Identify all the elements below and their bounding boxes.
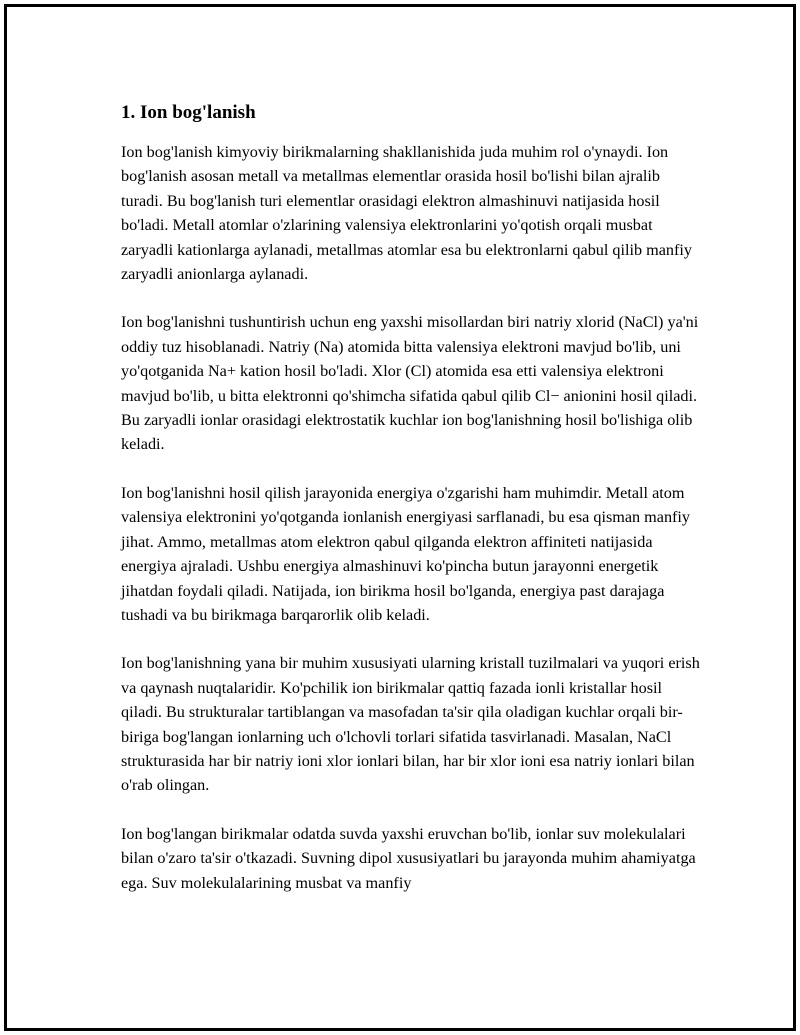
paragraph-3: Ion bog'lanishni hosil qilish jarayonida energiya o'zgarishi ham muhimdir. Metall atom valensiya elektronini yo'qotganda ionlanish energiyasi sarflanadi, bu esa qisman manfiy jihat. Ammo, metallmas atom elektron qabul qilganda elektron affiniteti natijasida energiya ajraladi. Ushbu energiya almashinuvi ko'pincha butun jarayonni energetik jihatdan foydali qiladi. Natijada, ion birikma hosil bo'lganda, energiya past darajaga tushadi va bu birikmaga barqarorlik olib keladi.: [121, 483, 691, 624]
section-heading: 1. Ion bog'lanish: [121, 102, 256, 123]
document-content: [121, 100, 701, 919]
paragraph-2: Ion bog'lanishni tushuntirish uchun eng yaxshi misollardan biri natriy xlorid (NaCl) ya'ni oddiy tuz hisoblanadi. Natriy (Na) atomida bitta valensiya elektroni mavjud bo'lib, uni yo'qotganida Na+ kation hosil bo'ladi. Xlor (Cl) atomida esa etti valensiya elektroni mavjud bo'lib, u bitta elektronni qo'shimcha sifatida qabul qilib Cl− anionini hosil qiladi. Bu zaryadli ionlar orasidagi elektrostatik kuchlar ion bog'lanishning hosil bo'lishiga olib keladi.: [121, 313, 699, 454]
page-frame: [4, 4, 796, 1031]
paragraph-1: Ion bog'lanish kimyoviy birikmalarning shakllanishida juda muhim rol o'ynaydi. Ion bog'lanish asosan metall va metallmas elementlar orasida hosil bo'lishi bilan ajralib turadi. Bu bog'lanish turi elementlar orasidagi elektron almashinuvi natijasida hosil bo'ladi. Metall atomlar o'zlarining valensiya elektronlarini yo'qotish orqali musbat zaryadli kationlarga aylanadi, metallmas atomlar esa bu elektronlarni qabul qilib manfiy zaryadli anionlarga aylanadi.: [121, 143, 693, 284]
paragraph-4: Ion bog'lanishning yana bir muhim xususiyati ularning kristall tuzilmalari va yuqori erish va qaynash nuqtalaridir. Ko'pchilik ion birikmalar qattiq fazada ionli kristallar hosil qiladi. Bu strukturalar tartiblangan va masofadan ta'sir qila oladigan kuchlar orqali bir-biriga bog'langan ionlarning uch o'lchovli torlari sifatida tasvirlanadi. Masalan, NaCl strukturasida har bir natriy ioni xlor ionlari bilan, har bir xlor ioni esa natriy ionlari bilan o'rab olingan.: [121, 654, 700, 795]
paragraph-5: Ion bog'langan birikmalar odatda suvda yaxshi eruvchan bo'lib, ionlar suv molekulalari bilan o'zaro ta'sir o'tkazadi. Suvning dipol xususiyatlari bu jarayonda muhim ahamiyatga ega. Suv molekulalarining musbat va manfiy: [121, 824, 696, 892]
